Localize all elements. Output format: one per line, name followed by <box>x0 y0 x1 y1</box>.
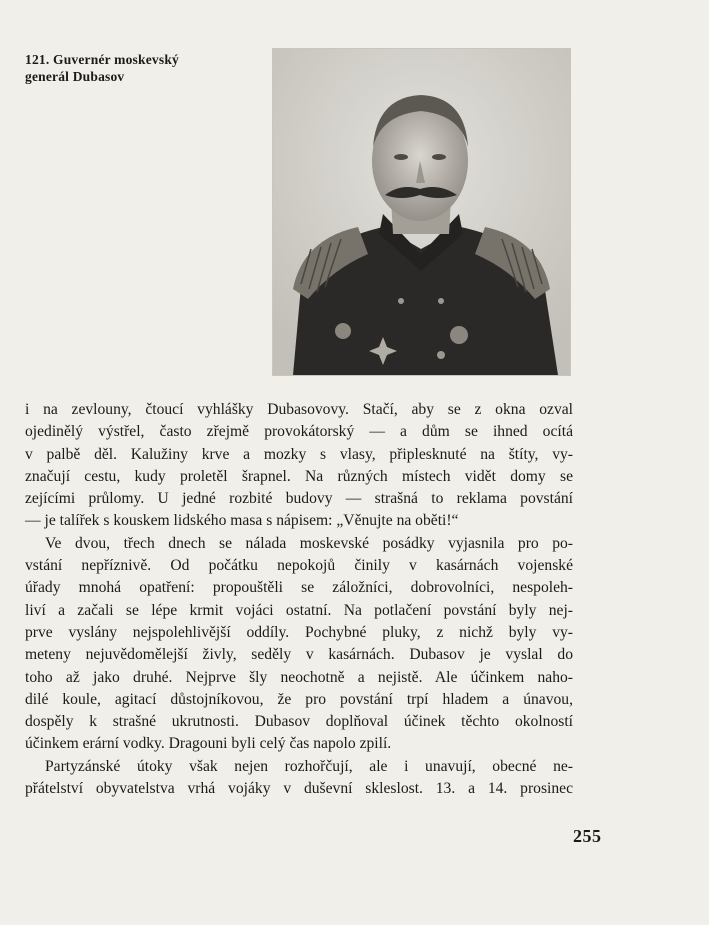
text-line: značují cestu, kudy proletěl šrapnel. Na různých místech vidět domy se <box>25 467 573 485</box>
text-line: přátelství obyvatelstva vrhá vojáky v duševní skleslost. 13. a 14. prosinec <box>25 780 573 798</box>
photo-caption <box>25 51 245 85</box>
caption-line-2: generál Dubasov <box>25 69 125 84</box>
text-line: úřady mnohá opatření: propouštěli se záložníci, dobrovolníci, nespoleh- <box>25 579 573 597</box>
text-line: vstání nepříznivě. Od počátku nepokojů činily v kasárnách vojenské <box>25 557 573 575</box>
text-line: Ve dvou, třech dnech se nálada moskevské posádky vyjasnila pro po- <box>45 534 573 552</box>
text-line: v palbě děl. Kalužiny krve a mozky s vlasy, připlesknuté na štíty, vy- <box>25 445 573 463</box>
text-line: prve vyslány nejspolehlivější oddíly. Pochybné pluky, z nichž byly vy- <box>25 623 573 641</box>
text-line: i na zevlouny, čtoucí vyhlášky Dubasovovy. Stačí, aby se z okna ozval <box>25 401 573 418</box>
text-line: — je talířek s kouskem lidského masa s nápisem: „Věnujte na oběti!“ <box>25 512 459 530</box>
body-text <box>25 399 573 800</box>
text-line: dospěly k strašné ukrutnosti. Dubasov doplňoval účinek těchto okolností <box>25 713 573 731</box>
text-line: meteny nejuvědomělejší živly, seděly v kasárnách. Dubasov je vyslal do <box>25 646 573 664</box>
page-number: 255 <box>573 826 602 846</box>
portrait-photo <box>273 49 570 375</box>
text-line: zejícími průlomy. U jedné rozbité budovy — strašná to reklama povstání <box>25 490 573 508</box>
text-line: ojedinělý výstřel, často zřejmě provokátorský — a dům se ihned ocítá <box>25 423 573 441</box>
text-line: liví a začali se lépe krmit vojáci ostatní. Na potlačení povstání byly nej- <box>25 601 573 619</box>
text-line: Partyzánské útoky však nejen rozhořčují, ale i unavují, obecné ne- <box>45 757 573 775</box>
text-line: dilé koule, agitací důstojníkovou, že pro povstání trpí hladem a únavou, <box>25 690 573 708</box>
caption-line-1: 121. Guvernér moskevský <box>25 52 179 67</box>
text-line: účinkem erární vodky. Dragouni byli celý čas napolo zpilí. <box>25 735 392 753</box>
text-line: toho až jako druhé. Nejprve šly neochotně a nejistě. Ale účinkem naho- <box>25 668 573 686</box>
